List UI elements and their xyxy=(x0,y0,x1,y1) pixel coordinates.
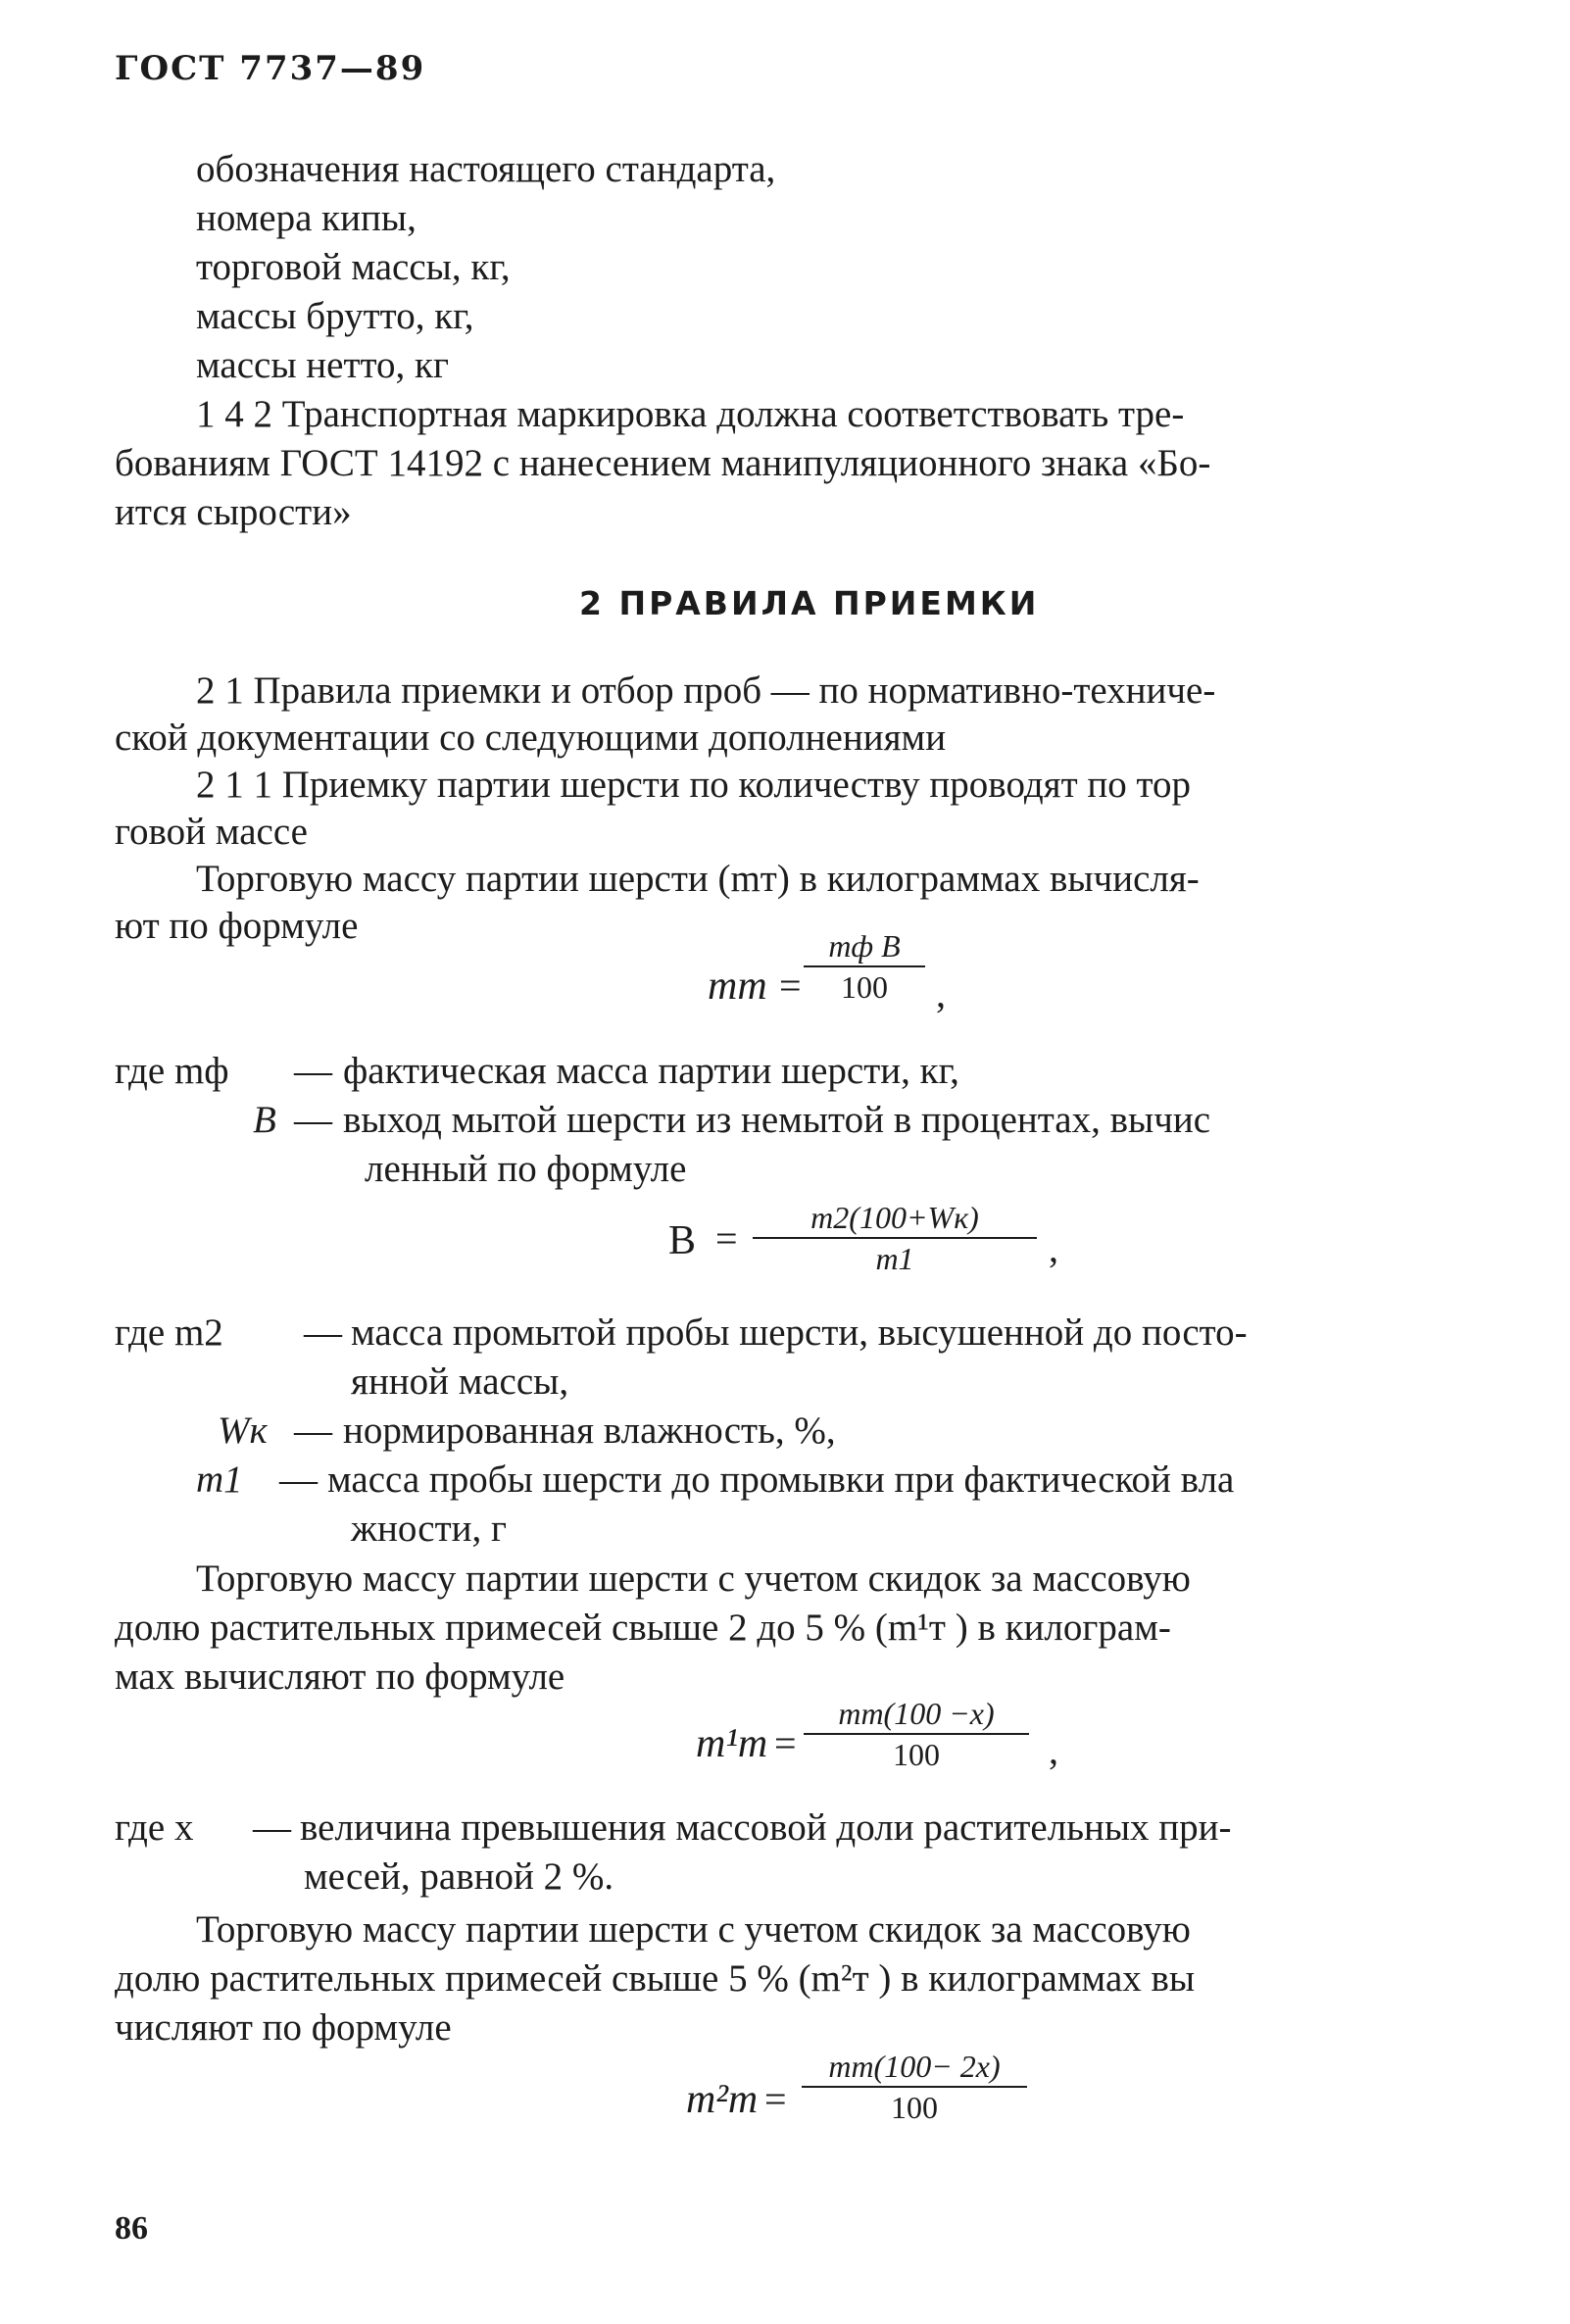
clause-1-4-2-line2: бованиям ГОСТ 14192 с нанесением манипуляционного знака «Бо- xyxy=(115,442,1211,484)
where1-symbol: где mф xyxy=(115,1050,229,1092)
clause-1-4-2-line1: 1 4 2 Транспортная маркировка должна соответствовать тре- xyxy=(196,393,1185,435)
trade-mass-5-line1: Торговую массу партии шерсти с учетом скидок за массовую xyxy=(196,1908,1191,1951)
page-header: ГОСТ 7737—89 xyxy=(115,49,426,88)
trade-mass-5-line3: числяют по формуле xyxy=(115,2006,452,2049)
formula2-lhs: B xyxy=(668,1218,697,1263)
where2-dash-a: — xyxy=(304,1311,342,1354)
where1-text-b-cont: ленный по формуле xyxy=(365,1148,687,1190)
marking-item-trade-mass: торговой массы, кг, xyxy=(196,246,511,288)
marking-item-bale: номера кипы, xyxy=(196,197,417,239)
formula1-denominator: 100 xyxy=(841,969,888,1005)
where3-symbol: где x xyxy=(115,1806,194,1849)
where2-symbol-a: где m2 xyxy=(115,1311,223,1354)
clause-2-1-1-line2: говой массе xyxy=(115,811,308,853)
where2-symbol-c: m1 xyxy=(196,1459,243,1501)
formula2-fraction xyxy=(753,1198,1037,1278)
formula4-lhs: m²т xyxy=(686,2077,759,2122)
formula3-fraction xyxy=(804,1694,1029,1774)
trade-mass-intro-line1: Торговую массу партии шерсти (mт) в килограммах вычисля- xyxy=(196,858,1200,900)
marking-item-standard: обозначения настоящего стандарта, xyxy=(196,148,776,190)
clause-1-4-2-line3: ится сырости» xyxy=(115,491,352,533)
section-title: 2 ПРАВИЛА ПРИЕМКИ xyxy=(579,584,1040,622)
where3-dash: — xyxy=(253,1806,291,1849)
where3-text-cont: месей, равной 2 %. xyxy=(304,1855,614,1898)
trade-mass-2-5-line1: Торговую массу партии шерсти с учетом скидок за массовую xyxy=(196,1558,1191,1600)
where2-dash-c: — xyxy=(279,1459,318,1501)
where2-text-c: масса пробы шерсти до промывки при фактической вла xyxy=(327,1459,1235,1501)
marking-item-gross: массы брутто, кг, xyxy=(196,295,474,337)
clause-2-1-line2: ской документации со следующими дополнениями xyxy=(115,717,947,759)
page-number: 86 xyxy=(115,2210,148,2247)
formula4-numerator: mт(100− 2x) xyxy=(828,2049,1001,2084)
formula3-denominator: 100 xyxy=(893,1737,940,1772)
where1-symbol-b: B xyxy=(253,1099,276,1141)
trade-mass-2-5-line3: мах вычисляют по формуле xyxy=(115,1656,565,1698)
formula3-numerator: mт(100 −x) xyxy=(838,1696,995,1731)
where1-text-b: выход мытой шерсти из немытой в процентах, вычис xyxy=(343,1099,1211,1141)
formula2-numerator: m2(100+Wк) xyxy=(810,1200,979,1235)
where2-symbol-b: Wк xyxy=(218,1409,268,1452)
where1-dash-b: — xyxy=(294,1099,332,1141)
formula2-denominator: m1 xyxy=(875,1241,914,1276)
marking-item-net: массы нетто, кг xyxy=(196,344,449,386)
formula1-eq: = xyxy=(779,964,802,1008)
formula2-eq: = xyxy=(715,1216,738,1261)
clause-2-1-line1: 2 1 Правила приемки и отбор проб — по нормативно-техниче- xyxy=(196,669,1216,712)
formula1-fraction xyxy=(804,926,925,1007)
where2-text-a-cont: янной массы, xyxy=(351,1360,569,1403)
where2-text-a: масса промытой пробы шерсти, высушенной до посто- xyxy=(351,1311,1248,1354)
formula2-punct: , xyxy=(1049,1226,1058,1270)
trade-mass-5-line2: долю растительных примесей свыше 5 % (m²т ) в килограммах вы xyxy=(115,1957,1196,2000)
where1-dash: — xyxy=(294,1050,332,1092)
where2-dash-b: — xyxy=(294,1409,332,1452)
where2-text-c-cont: жности, г xyxy=(351,1508,508,1550)
where1-text: фактическая масса партии шерсти, кг, xyxy=(343,1050,959,1092)
formula3-eq: = xyxy=(774,1721,797,1765)
where3-text: величина превышения массовой доли растительных при- xyxy=(300,1806,1232,1849)
formula1-lhs: mт xyxy=(708,964,767,1009)
trade-mass-2-5-line2: долю растительных примесей свыше 2 до 5 % (m¹т ) в килограм- xyxy=(115,1607,1171,1649)
formula1-numerator: mф B xyxy=(828,928,901,964)
formula4-fraction xyxy=(802,2047,1027,2127)
clause-2-1-1-line1: 2 1 1 Приемку партии шерсти по количеству проводят по тор xyxy=(196,764,1192,806)
formula1-punct: , xyxy=(936,971,946,1015)
formula4-denominator: 100 xyxy=(891,2090,938,2125)
where2-text-b: нормированная влажность, %, xyxy=(343,1409,836,1452)
formula3-punct: , xyxy=(1049,1728,1058,1772)
trade-mass-intro-line2: ют по формуле xyxy=(115,905,359,947)
formula4-eq: = xyxy=(764,2077,787,2121)
formula3-lhs: m¹т xyxy=(696,1721,768,1766)
